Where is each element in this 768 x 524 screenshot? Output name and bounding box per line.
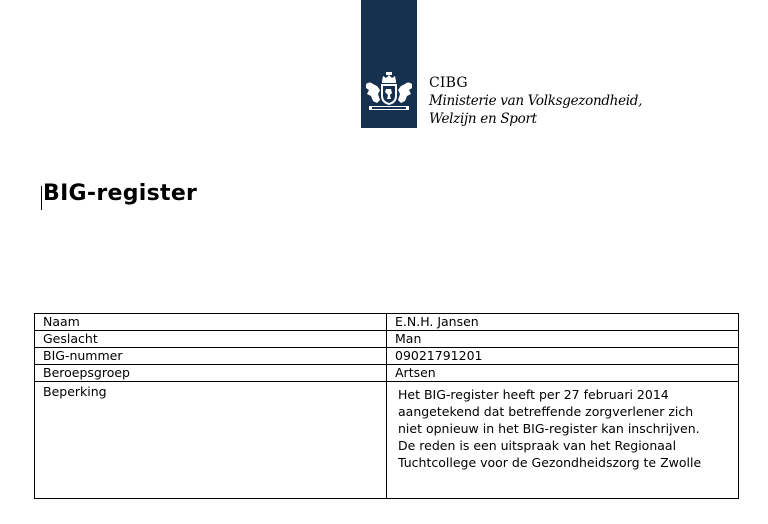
- field-label: Beroepsgroep: [35, 365, 387, 382]
- ministry-name-line1: Ministerie van Volksgezondheid,: [429, 93, 643, 109]
- restriction-text: Het BIG-register heeft per 27 februari 2014 aangetekend dat betreffende zorgverlener zich niet opnieuw in het BIG-register kan inschrijven. De reden is een uitspraak van het Regionaal Tuchtcollege voor de Gezondheidszorg te Zwolle: [398, 387, 702, 470]
- field-value: [387, 382, 739, 499]
- field-value: E.N.H. Jansen: [387, 314, 739, 331]
- field-value: Man: [387, 331, 739, 348]
- page-title: BIG-register: [43, 181, 198, 206]
- org-abbreviation: CIBG: [429, 75, 468, 91]
- royal-coat-of-arms-icon: [363, 70, 415, 114]
- field-label: BIG-nummer: [35, 348, 387, 365]
- registration-table: [34, 313, 739, 499]
- logo-bar: [361, 0, 417, 128]
- table-row-beperking: [35, 382, 739, 499]
- table-row-big-nummer: [35, 348, 739, 365]
- ministry-name-line2: Welzijn en Sport: [429, 111, 537, 127]
- field-label: Beperking: [35, 382, 387, 499]
- organization-name: [429, 74, 642, 128]
- text-cursor: [41, 186, 42, 210]
- field-value: Artsen: [387, 365, 739, 382]
- table-row-geslacht: [35, 331, 739, 348]
- table-row-naam: [35, 314, 739, 331]
- field-value: 09021791201: [387, 348, 739, 365]
- table-row-beroepsgroep: [35, 365, 739, 382]
- field-label: Naam: [35, 314, 387, 331]
- field-label: Geslacht: [35, 331, 387, 348]
